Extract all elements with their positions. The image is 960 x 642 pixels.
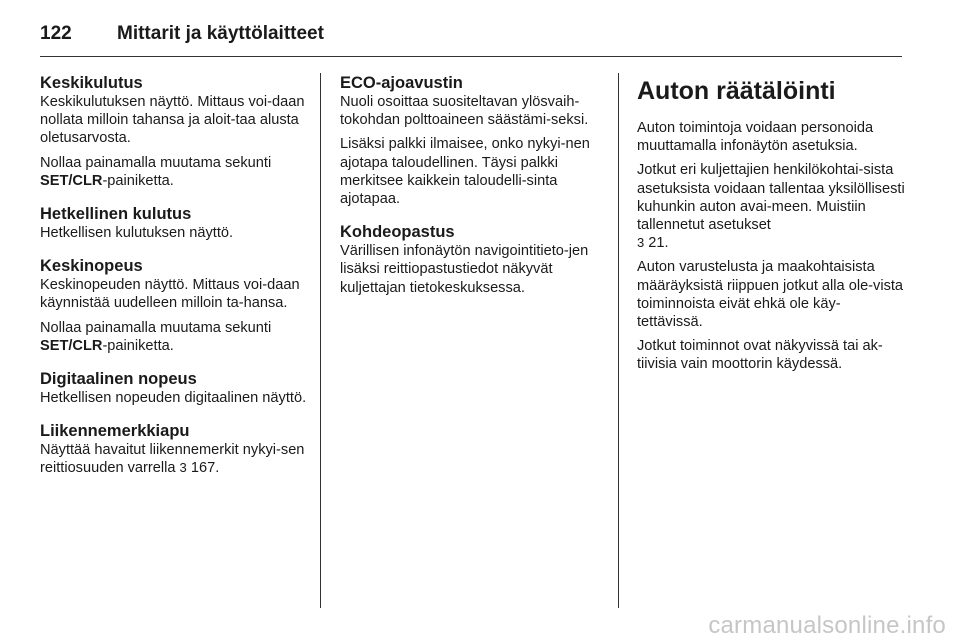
text-kohdeopastus: Värillisen infonäytön navigointitieto-jen lisäksi reittiopastustiedot näkyvät kuljettajan tietokeskuksessa. bbox=[340, 243, 589, 296]
heading-eco-ajoavustin: ECO-ajoavustin bbox=[340, 74, 463, 92]
column-divider-2 bbox=[618, 73, 619, 608]
text-raatalointi-3: Auton varustelusta ja maakohtaisista määräyksistä riippuen jotkut alla ole-vista toiminnoista eivät ehkä ole käy-tettävissä. bbox=[637, 259, 904, 331]
page-ref-link[interactable]: 21. bbox=[648, 235, 669, 252]
section-keskinopeus bbox=[40, 256, 312, 355]
text-keskikulutus-1: Keskikulutuksen näyttö. Mittaus voi-daan nollata milloin tahansa ja aloit-taa alusta oletusarvosta. bbox=[40, 94, 305, 147]
heading-keskinopeus: Keskinopeus bbox=[40, 257, 143, 276]
page-ref-icon: 3 bbox=[179, 460, 187, 476]
section-digitaalinen-nopeus bbox=[40, 369, 312, 407]
chapter-title: Mittarit ja käyttölaitteet bbox=[117, 23, 324, 44]
text-eco-2: Lisäksi palkki ilmaisee, onko nykyi-nen ajotapa taloudellinen. Täysi palkki merkitsee kaikkein taloudelli-sinta ajotapaa. bbox=[340, 136, 590, 208]
section-kohdeopastus bbox=[340, 222, 606, 297]
text-eco-1: Nuoli osoittaa suositeltavan ylösvaih-tokohdan polttoaineen säästämi-seksi. bbox=[340, 94, 589, 129]
column-3 bbox=[637, 73, 905, 380]
section-eco-ajoavustin bbox=[340, 73, 606, 208]
heading-liikennemerkkiapu: Liikennemerkkiapu bbox=[40, 422, 190, 441]
section-liikennemerkkiapu bbox=[40, 421, 312, 477]
column-1 bbox=[40, 73, 312, 492]
column-divider-1 bbox=[320, 73, 321, 608]
heading-digitaalinen-nopeus: Digitaalinen nopeus bbox=[40, 370, 197, 389]
page-ref-link[interactable]: 167. bbox=[190, 460, 220, 477]
page-header bbox=[40, 18, 902, 57]
heading-hetkellinen-kulutus: Hetkellinen kulutus bbox=[40, 205, 192, 224]
section-keskikulutus bbox=[40, 73, 312, 190]
text-keskinopeus-2: Nollaa painamalla muutama sekunti SET/CLR-painiketta. bbox=[40, 319, 272, 354]
section-title-auton-raatalointi: Auton räätälöinti bbox=[637, 77, 836, 105]
text-keskikulutus-2: Nollaa painamalla muutama sekunti SET/CLR-painiketta. bbox=[40, 154, 272, 189]
text-liikennemerkkiapu: Näyttää havaitut liikennemerkit nykyi-sen reittiosuuden varrella 3 167. bbox=[40, 442, 305, 477]
key-set-clr: SET/CLR bbox=[40, 337, 103, 354]
text-raatalointi-4: Jotkut toiminnot ovat näkyvissä tai ak-tiivisia vain moottorin käydessä. bbox=[637, 338, 883, 373]
watermark: carmanualsonline.info bbox=[708, 612, 946, 639]
page-ref-icon: 3 bbox=[637, 235, 645, 251]
text-raatalointi-2: Jotkut eri kuljettajien henkilökohtai-sista asetuksista voidaan tallentaa yksilöllisesti kuhunkin auton avai-meen. Muistiin tallennetut asetukset 3 21. bbox=[637, 162, 905, 252]
section-hetkellinen-kulutus bbox=[40, 204, 312, 242]
text-keskinopeus-1: Keskinopeuden näyttö. Mittaus voi-daan käynnistää uudelleen milloin ta-hansa. bbox=[40, 277, 300, 312]
key-set-clr: SET/CLR bbox=[40, 172, 103, 189]
page-number: 122 bbox=[40, 23, 72, 44]
text-digitaalinen-nopeus: Hetkellisen nopeuden digitaalinen näyttö. bbox=[40, 390, 307, 407]
heading-keskikulutus: Keskikulutus bbox=[40, 74, 143, 92]
text-hetkellinen-kulutus: Hetkellisen kulutuksen näyttö. bbox=[40, 225, 234, 242]
column-2 bbox=[340, 73, 606, 311]
heading-kohdeopastus: Kohdeopastus bbox=[340, 223, 455, 242]
text-raatalointi-1: Auton toimintoja voidaan personoida muuttamalla infonäytön asetuksia. bbox=[637, 120, 874, 155]
